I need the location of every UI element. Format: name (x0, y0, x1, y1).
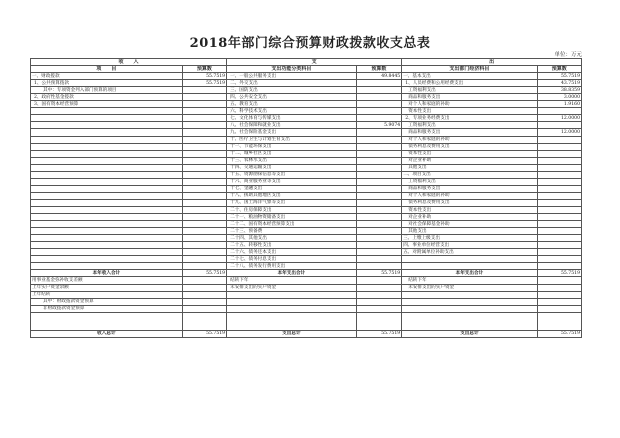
item-label-cell (31, 164, 183, 171)
item-label-cell (31, 192, 183, 199)
budget-value-cell: 55.7519 (537, 73, 581, 80)
empty-cell (227, 312, 357, 330)
table-row (31, 221, 582, 228)
item-label-cell: 1、人员经费和公用经费支出 (402, 80, 537, 87)
item-label-cell: 工资福利支出 (402, 87, 537, 94)
budget-value-cell (356, 249, 402, 256)
item-label-cell: 五、对附属单位补助支出 (402, 249, 537, 256)
total-value-cell: 55.7519 (182, 330, 226, 337)
budget-value-cell (182, 108, 226, 115)
table-row (31, 185, 582, 192)
item-label-cell (31, 157, 183, 164)
budget-value-cell (182, 298, 226, 305)
item-label-cell (31, 143, 183, 150)
budget-value-cell (537, 150, 581, 157)
table-row (31, 80, 582, 87)
budget-value-cell (356, 185, 402, 192)
table-row (31, 115, 582, 122)
budget-value-cell: 43.7519 (537, 80, 581, 87)
item-label-cell: 二十五、转移性支出 (227, 242, 357, 249)
budget-value-cell (182, 157, 226, 164)
budget-value-cell (356, 108, 402, 115)
item-label-cell: 二十、住房保障支出 (227, 206, 357, 213)
item-label-cell: 十二、城乡社区支出 (227, 150, 357, 157)
total-value-cell: 55.7519 (356, 270, 402, 277)
item-label-cell: 十八、援助其他地区支出 (227, 192, 357, 199)
budget-value-cell (356, 214, 402, 221)
empty-cell (182, 312, 226, 330)
income-header: 收 入 (31, 59, 227, 66)
budget-value-cell (537, 199, 581, 206)
budget-value-cell (182, 291, 226, 298)
item-label-cell: 对个人和家庭的补助 (402, 136, 537, 143)
budget-header-1: 预算数 (182, 66, 226, 73)
budget-value-cell (182, 249, 226, 256)
budget-value-cell (537, 206, 581, 213)
budget-value-cell: 3.0000 (537, 94, 581, 101)
item-label-cell: 3、国有资本经营预算 (31, 101, 183, 108)
item-label-cell: 对个人和家庭的补助 (402, 192, 537, 199)
budget-value-cell: 12.0000 (537, 129, 581, 136)
extra-row (31, 284, 582, 291)
budget-value-cell (356, 228, 402, 235)
item-label-cell: 结转下年 (402, 277, 537, 284)
func-class-header: 支出功能分类科目 (227, 66, 357, 73)
total-label-cell: 支出总计 (227, 330, 357, 337)
item-label-cell: 未安排支出的实户资金 (227, 284, 357, 291)
table-row (31, 256, 582, 263)
budget-value-cell: 55.7519 (182, 80, 226, 87)
budget-value-cell (182, 242, 226, 249)
budget-value-cell (356, 178, 402, 185)
item-label-cell: 二十八、债务发行费用支出 (227, 263, 357, 270)
budget-table (30, 58, 582, 338)
table-row (31, 87, 582, 94)
budget-value-cell: 12.0000 (537, 115, 581, 122)
item-label-cell: 十三、农林水支出 (227, 157, 357, 164)
budget-value-cell (356, 94, 402, 101)
budget-value-cell (537, 305, 581, 312)
table-row (31, 206, 582, 213)
item-label-cell (31, 206, 183, 213)
item-label-cell (31, 115, 183, 122)
budget-value-cell (356, 157, 402, 164)
item-label-cell (31, 122, 183, 129)
item-label-cell: 十、医疗卫生与计划生育支出 (227, 136, 357, 143)
header-row-2 (31, 66, 582, 73)
extra-row (31, 277, 582, 284)
empty-cell (402, 312, 537, 330)
budget-value-cell (537, 221, 581, 228)
item-label-cell (31, 214, 183, 221)
budget-value-cell (537, 108, 581, 115)
year-total-row (31, 270, 582, 277)
item-label-cell: 四、公共安全支出 (227, 94, 357, 101)
table-row (31, 192, 582, 199)
table-row (31, 242, 582, 249)
item-label-cell: 1、公共预算拨款 (31, 80, 183, 87)
budget-value-cell (356, 164, 402, 171)
table-row (31, 101, 582, 108)
table-row (31, 235, 582, 242)
total-value-cell: 55.7519 (356, 330, 402, 337)
econ-class-header: 支出部门经济科目 (402, 66, 537, 73)
budget-value-cell (537, 256, 581, 263)
budget-value-cell (356, 115, 402, 122)
budget-value-cell (356, 298, 402, 305)
item-label-cell (31, 221, 183, 228)
item-label-cell (31, 185, 183, 192)
item-label-cell: 二十一、粮油物资储备支出 (227, 214, 357, 221)
item-label-cell: 二十七、债务付息支出 (227, 256, 357, 263)
table-row (31, 249, 582, 256)
item-label-cell: 债务利息及费用支出 (402, 143, 537, 150)
item-label-cell: 二十四、其他支出 (227, 235, 357, 242)
budget-value-cell: 1.9160 (537, 101, 581, 108)
budget-value-cell (537, 235, 581, 242)
budget-value-cell (356, 263, 402, 270)
budget-value-cell (537, 242, 581, 249)
budget-header-3: 预算数 (537, 66, 581, 73)
budget-value-cell (182, 122, 226, 129)
header-row-1 (31, 59, 582, 66)
item-label-cell (31, 136, 183, 143)
table-row (31, 136, 582, 143)
budget-value-cell: 5.9074 (356, 122, 402, 129)
budget-value-cell (356, 284, 402, 291)
budget-value-cell (356, 221, 402, 228)
table-row (31, 228, 582, 235)
item-label-cell (31, 108, 183, 115)
total-value-cell: 55.7519 (537, 330, 581, 337)
budget-value-cell (182, 178, 226, 185)
item-label-cell: 十六、商业服务业等支出 (227, 178, 357, 185)
budget-value-cell (356, 171, 402, 178)
item-label-cell (31, 256, 183, 263)
item-label-cell: 其他支出 (402, 228, 537, 235)
budget-value-cell (356, 101, 402, 108)
item-label-cell: 三、上缴上级支出 (402, 235, 537, 242)
item-label-cell: 五、教育支出 (227, 101, 357, 108)
item-label-cell: 六、科学技术支出 (227, 108, 357, 115)
item-label-cell: 一、财政拨款 (31, 73, 183, 80)
item-label-cell (31, 235, 183, 242)
item-label-cell (31, 263, 183, 270)
budget-value-cell (356, 199, 402, 206)
table-row (31, 94, 582, 101)
total-label-cell: 本年支出合计 (402, 270, 537, 277)
item-label-cell (31, 178, 183, 185)
budget-value-cell (182, 129, 226, 136)
budget-value-cell (356, 150, 402, 157)
budget-value-cell (182, 305, 226, 312)
grand-total-row (31, 330, 582, 337)
item-label-cell: 十一、节能环保支出 (227, 143, 357, 150)
item-label-cell: 资本性支出 (402, 150, 537, 157)
table-row (31, 164, 582, 171)
item-label-cell: 上年实户资金余额 (31, 284, 183, 291)
item-label-cell (402, 291, 537, 298)
item-label-cell (31, 199, 183, 206)
empty-cell (31, 312, 183, 330)
table-row (31, 122, 582, 129)
total-label-cell: 本年支出合计 (227, 270, 357, 277)
item-label-cell: 二十六、债务还本支出 (227, 249, 357, 256)
budget-value-cell (537, 122, 581, 129)
budget-value-cell (356, 256, 402, 263)
budget-value-cell (537, 284, 581, 291)
total-label-cell: 支出总计 (402, 330, 537, 337)
item-label-cell: 一、基本支出 (402, 73, 537, 80)
item-label-cell (402, 298, 537, 305)
item-label-cell: 一、一般公共服务支出 (227, 73, 357, 80)
budget-value-cell (182, 214, 226, 221)
item-label-cell: 非财政拨款资金预算 (31, 305, 183, 312)
total-label-cell: 本年收入合计 (31, 270, 183, 277)
item-label-cell (402, 305, 537, 312)
budget-value-cell (537, 164, 581, 171)
item-label-cell: 2、专项业务经费支出 (402, 115, 537, 122)
budget-value-cell (356, 235, 402, 242)
table-row (31, 263, 582, 270)
budget-value-cell (182, 143, 226, 150)
item-label-cell: 十七、金融支出 (227, 185, 357, 192)
item-label-cell: 商品和服务支出 (402, 94, 537, 101)
budget-value-cell (182, 206, 226, 213)
budget-value-cell (356, 305, 402, 312)
table-row (31, 150, 582, 157)
spacer-row (31, 312, 582, 330)
budget-value-cell: 49.8445 (356, 73, 402, 80)
item-label-cell: 2、政府性基金拨款 (31, 94, 183, 101)
budget-value-cell (537, 157, 581, 164)
item-label-cell: 二、外交支出 (227, 80, 357, 87)
item-label-cell: 三、国防支出 (227, 87, 357, 94)
budget-value-cell (537, 171, 581, 178)
budget-value-cell (356, 87, 402, 94)
item-label-cell: 其中：财政拨款资金预算 (31, 298, 183, 305)
budget-value-cell (182, 101, 226, 108)
item-label-cell: 结转下年 (227, 277, 357, 284)
item-label-cell (31, 249, 183, 256)
budget-value-cell (537, 178, 581, 185)
table-row (31, 178, 582, 185)
budget-value-cell (356, 277, 402, 284)
item-label-cell (31, 228, 183, 235)
budget-value-cell (356, 136, 402, 143)
budget-value-cell (182, 263, 226, 270)
item-header: 项 目 (31, 66, 183, 73)
item-label-cell: 二十二、国有资本经营预算支出 (227, 221, 357, 228)
item-label-cell: 其他支出 (402, 164, 537, 171)
item-label-cell (402, 263, 537, 270)
item-label-cell: 对企业补助 (402, 214, 537, 221)
item-label-cell (227, 305, 357, 312)
budget-value-cell (356, 291, 402, 298)
budget-value-cell: 38.8359 (537, 87, 581, 94)
budget-value-cell (537, 143, 581, 150)
budget-value-cell (356, 192, 402, 199)
item-label-cell: 工资福利支出 (402, 122, 537, 129)
table-row (31, 171, 582, 178)
page-title: 2018年部门综合预算财政拨款收支总表 (189, 36, 431, 51)
total-value-cell: 55.7519 (182, 270, 226, 277)
budget-value-cell (537, 263, 581, 270)
item-label-cell (31, 129, 183, 136)
item-label-cell: 商品和服务支出 (402, 185, 537, 192)
item-label-cell: 十四、交通运输支出 (227, 164, 357, 171)
unit-label: 单位：万元 (554, 52, 582, 58)
extra-row (31, 291, 582, 298)
empty-cell (537, 312, 581, 330)
item-label-cell (227, 298, 357, 305)
budget-value-cell (356, 206, 402, 213)
item-label-cell: 其中：专项资金列入部门预算的项目 (31, 87, 183, 94)
budget-value-cell (182, 136, 226, 143)
budget-value-cell (182, 192, 226, 199)
item-label-cell: 对社会保障基金补助 (402, 221, 537, 228)
budget-value-cell (182, 171, 226, 178)
item-label-cell: 十九、国土海洋气象等支出 (227, 199, 357, 206)
budget-value-cell (182, 87, 226, 94)
budget-value-cell (182, 235, 226, 242)
budget-value-cell (537, 291, 581, 298)
item-label-cell: 四、事业单位经营支出 (402, 242, 537, 249)
item-label-cell: 工资福利支出 (402, 178, 537, 185)
budget-value-cell (356, 143, 402, 150)
budget-value-cell (182, 94, 226, 101)
item-label-cell: 对企业补助 (402, 157, 537, 164)
budget-value-cell (182, 164, 226, 171)
item-label-cell (227, 291, 357, 298)
item-label-cell: 商品和服务支出 (402, 129, 537, 136)
table-row (31, 214, 582, 221)
budget-value-cell (182, 284, 226, 291)
total-label-cell: 收入总计 (31, 330, 183, 337)
budget-value-cell (182, 115, 226, 122)
budget-value-cell (537, 214, 581, 221)
budget-value-cell (182, 199, 226, 206)
expense-header-left: 支 (227, 59, 402, 66)
budget-value-cell (182, 150, 226, 157)
item-label-cell (402, 256, 537, 263)
table-row (31, 199, 582, 206)
expense-header-right: 出 (402, 59, 582, 66)
item-label-cell: 八、社会保障和就业支出 (227, 122, 357, 129)
total-value-cell: 55.7519 (537, 270, 581, 277)
item-label-cell: 对个人和家庭的补助 (402, 101, 537, 108)
item-label-cell (31, 171, 183, 178)
budget-value-cell (537, 136, 581, 143)
budget-value-cell (537, 249, 581, 256)
table-row (31, 108, 582, 115)
item-label-cell (31, 242, 183, 249)
budget-value-cell (537, 192, 581, 199)
table-row (31, 129, 582, 136)
budget-value-cell (356, 129, 402, 136)
item-label-cell: 二十三、预备费 (227, 228, 357, 235)
budget-value-cell (537, 277, 581, 284)
item-label-cell: 资本性支出 (402, 108, 537, 115)
budget-value-cell: 55.7519 (182, 73, 226, 80)
budget-header-2: 预算数 (356, 66, 402, 73)
budget-value-cell (182, 256, 226, 263)
item-label-cell: 十五、资源勘探信息等支出 (227, 171, 357, 178)
budget-value-cell (356, 80, 402, 87)
budget-value-cell (537, 228, 581, 235)
budget-value-cell (182, 277, 226, 284)
table-row (31, 73, 582, 80)
table-row (31, 157, 582, 164)
budget-value-cell (537, 298, 581, 305)
item-label-cell: 七、文化体育与传媒支出 (227, 115, 357, 122)
item-label-cell: 二、项目支出 (402, 171, 537, 178)
item-label-cell: 债务利息及费用支出 (402, 199, 537, 206)
budget-value-cell (182, 228, 226, 235)
budget-value-cell (182, 221, 226, 228)
extra-row (31, 305, 582, 312)
item-label-cell: 九、社会保险基金支出 (227, 129, 357, 136)
budget-value-cell (182, 185, 226, 192)
extra-row (31, 298, 582, 305)
budget-value-cell (537, 185, 581, 192)
table-row (31, 143, 582, 150)
item-label-cell (31, 150, 183, 157)
budget-value-cell (356, 242, 402, 249)
item-label-cell: 未安排支出的实户资金 (402, 284, 537, 291)
empty-cell (356, 312, 402, 330)
item-label-cell: 资本性支出 (402, 206, 537, 213)
item-label-cell: 用事业基金弥补收支差额 (31, 277, 183, 284)
item-label-cell: 上年结转 (31, 291, 183, 298)
